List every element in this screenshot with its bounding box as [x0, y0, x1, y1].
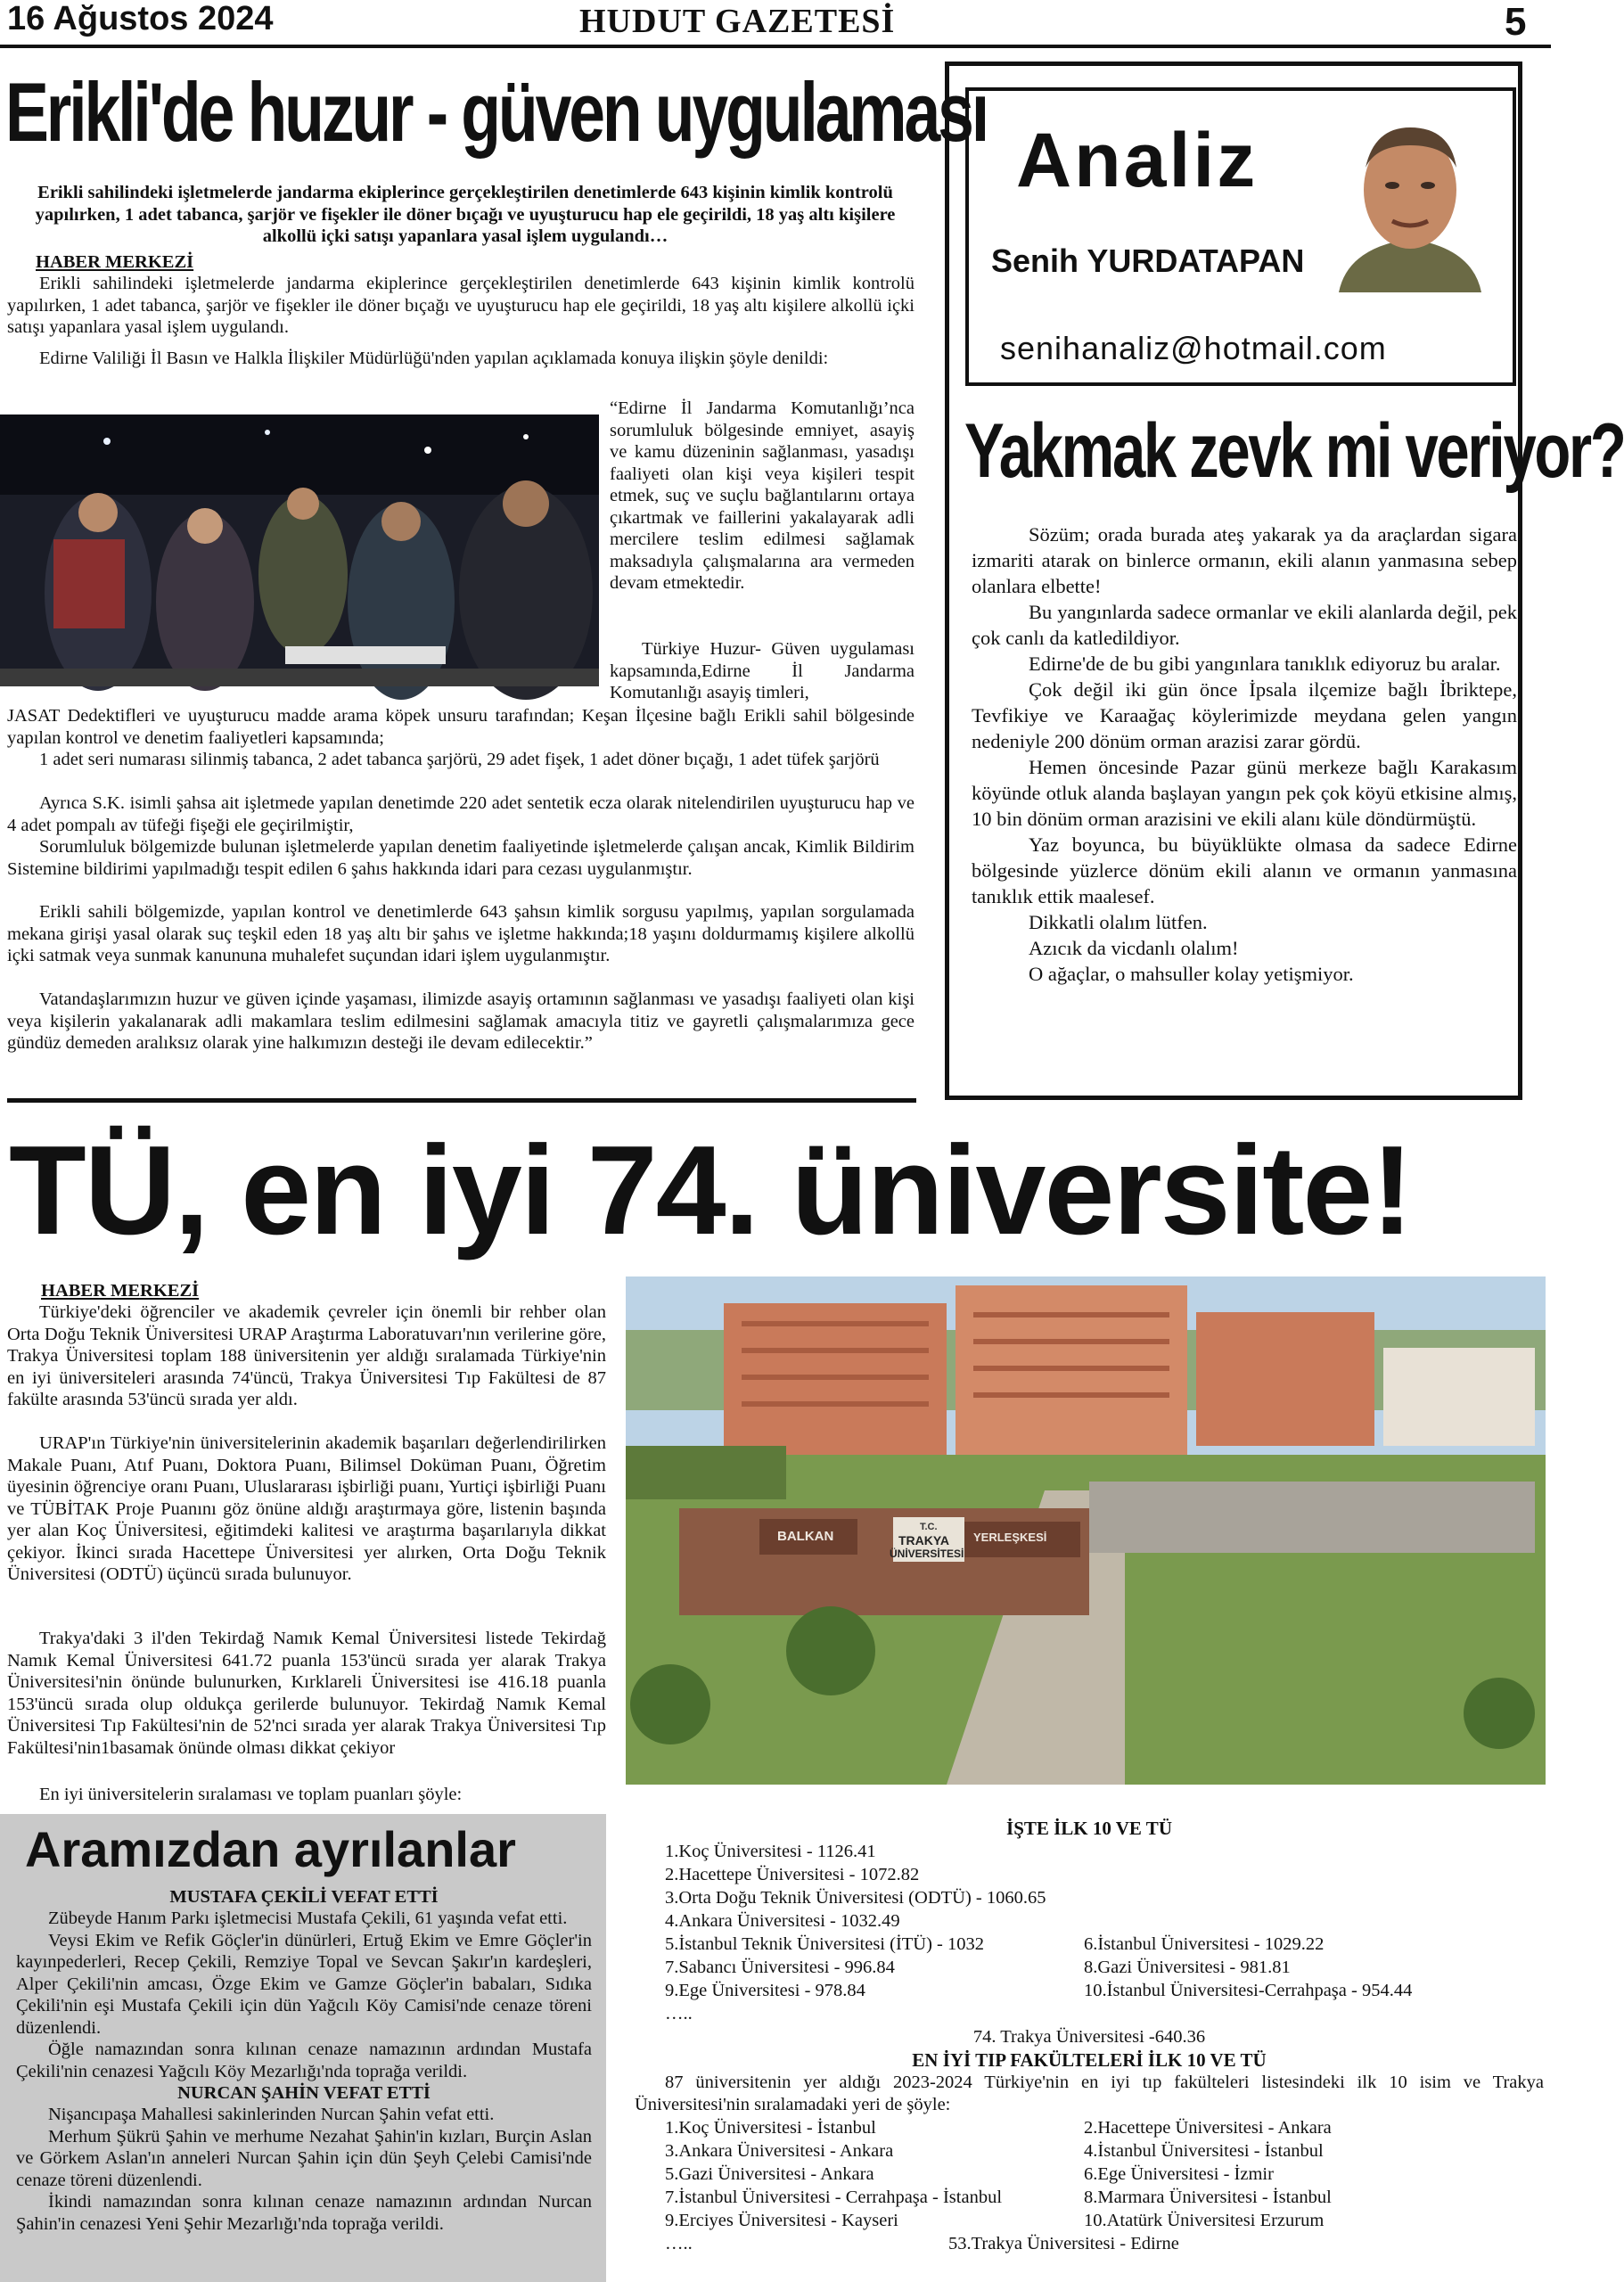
- author-photo: [1321, 105, 1499, 292]
- column-para: Edirne'de de bu gibi yangınlara tanıklık ediyoruz bu aralar.: [1029, 653, 1501, 675]
- ranking-row-pair: [665, 1956, 1544, 1979]
- med-row: 1.Koç Üniversitesi - İstanbul: [665, 2118, 876, 2138]
- ranking-row-pair: [665, 1979, 1544, 2002]
- med-row: 3.Ankara Üniversitesi - Ankara: [665, 2141, 894, 2161]
- column-para: Yaz boyunca, bu büyüklükte olmasa da sadece Edirne bölgesinde yüzlerce dönüm ekili alanın ve ormanın yanmasına tanıklık ettik maalesef.: [972, 833, 1517, 907]
- ranking-row: 9.Ege Üniversitesi - 978.84: [665, 1981, 865, 2000]
- article2-para: URAP'ın Türkiye'nin üniversitelerinin akademik başarıları değerlendirilirken Makale Puanı, Atıf Puanı, Doktora Puanı, Bilimsel Doküman Puanı, Öğretim üyesinin öğrenciye oranı Puanı, Uluslararası işbirliği puanı, Yurtiçi işbirliği Puanı ve TÜBİTAK Proje Puanını göz önüne aldığı araştırmaya göre, listenin başında yer alan Koç Üniversitesi, eğitimdeki kalitesi ve araştırma başarılarıyla dikkat çekiyor. İkinci sırada Hacettepe Üniversitesi yer alırken, Orta Doğu Teknik Üniversitesi (ODTÜ) üçüncü sırada bulunuyor.: [7, 1433, 606, 1584]
- article1-para: Sorumluluk bölgemizde bulunan işletmelerde yapılan denetim faaliyetinde işletmelerde çalışan ancak, Kimlik Bildirim Sistemine bildirimi yapılmadığı tespit edilen 6 şahıs hakkında idari para cezası uygulanmıştır.: [7, 837, 915, 879]
- article1-para: 1 adet seri numarası silinmiş tabanca, 2 adet tabanca şarjörü, 29 adet fişek, 1 adet döner bıçağı, 1 adet tüfek şarjörü: [39, 750, 880, 769]
- med-row: 2.Hacettepe Üniversitesi - Ankara: [1084, 2118, 1332, 2138]
- article1-lead: Erikli sahilindeki işletmelerde jandarma ekiplerince gerçekleştirilen denetimlerde 643 kişinin kimlik kontrolü yapılırken, 1 adet tabanca, şarjör ve fişekler ile döner bıçağı ve uyuşturucu hap ele geçirildi, 18 yaş altı kişilere alkollü içki satışı yapanlara yasal işlem uygulandı…: [35, 183, 896, 246]
- med-rankings-intro: 87 üniversitenin yer aldığı 2023-2024 Türkiye'nin en iyi tıp fakülteleri listesindeki ilk 10 isim ve Trakya Üniversitesi'nin sıralamadaki yeri de şöyle:: [635, 2073, 1544, 2114]
- sign-balkan: BALKAN: [777, 1529, 834, 1544]
- ranking-trakya: 74. Trakya Üniversitesi -640.36: [972, 2027, 1206, 2047]
- ranking-row: 2.Hacettepe Üniversitesi - 1072.82: [665, 1865, 920, 1884]
- ranking-row: 7.Sabancı Üniversitesi - 996.84: [665, 1958, 895, 1977]
- jandarma-photo-graphic: [0, 415, 599, 686]
- page-number: 5: [1505, 0, 1527, 44]
- article1-para: Vatandaşlarımızın huzur ve güven içinde yaşaması, ilimizde asayiş ortamının sağlanması ve yasadışı faaliyeti olan kişi veya kişilerin yakalanarak adli makamlara teslim edilmesini sağlamak amacıyla titiz ve gayretli çalışmalarımıza gece gündüz demeden aralıksız olarak yine halkımızın desteği ile devam edilecektir.”: [7, 989, 915, 1053]
- article1-byline: HABER MERKEZİ: [36, 252, 194, 272]
- med-row: 6.Ege Üniversitesi - İzmir: [1084, 2164, 1274, 2184]
- author-portrait-graphic: [1321, 105, 1499, 292]
- header-rule: [0, 45, 1551, 48]
- column-title: Analiz: [1016, 118, 1259, 203]
- med-row-pair: [665, 2209, 1544, 2232]
- med-row: 5.Gazi Üniversitesi - Ankara: [665, 2164, 874, 2184]
- med-row-pair: [665, 2163, 1544, 2186]
- med-trakya: 53.Trakya Üniversitesi - Edirne: [948, 2234, 1179, 2253]
- ranking-row: 1.Koç Üniversitesi - 1126.41: [665, 1842, 876, 1861]
- issue-date: 16 Ağustos 2024: [7, 0, 274, 37]
- med-row: 10.Atatürk Üniversitesi Erzurum: [1084, 2211, 1325, 2230]
- obituary-heading: MUSTAFA ÇEKİLİ VEFAT ETTİ: [169, 1887, 439, 1907]
- obituary-para: Veysi Ekim ve Refik Göçler'in dünürleri, Ertuğ Ekim ve Emre Göçler'in kayınpederleri, Recep Çekili, Remziye Topal ve Sevcan Şakır'ın kardeşleri, Alper Çekili'nin amcası, Özge Ekim ve Gamze Göçler'in babaları, Sıdıka Çekili'nin eşi Mustafa Çekili için dün Yağcılı Köy Camisi'nde cenaze töreni düzenlendi.: [16, 1930, 592, 2038]
- med-rankings-title: EN İYİ TIP FAKÜLTELERİ İLK 10 VE TÜ: [912, 2049, 1267, 2071]
- article2-para: Türkiye'deki öğrenciler ve akademik çevreler için önemli bir rehber olan Orta Doğu Teknik Üniversitesi URAP Araştırma Laboratuvarı'nın verilerine göre, Trakya Üniversitesi toplam 188 üniversitenin yer aldığı sıralamada Türkiye'nin en iyi üniversiteleri arasında 74'üncü, Trakya Üniversitesi Tıp Fakültesi de 87 fakülte arasında 53'üncü sırada yer aldı.: [7, 1302, 606, 1409]
- med-row: 9.Erciyes Üniversitesi - Kayseri: [665, 2211, 898, 2230]
- obituary-para: Nişancıpaşa Mahallesi sakinlerinden Nurcan Şahin vefat etti.: [48, 2105, 495, 2124]
- column-closing: O ağaçlar, o mahsuller kolay yetişmiyor.: [1029, 963, 1354, 985]
- med-row-pair: [665, 2116, 1544, 2139]
- article2-headline: TÜ, en iyi 74. üniversite!: [9, 1120, 1412, 1261]
- column-para: Bu yangınlarda sadece ormanlar ve ekili alanlarda değil, pek çok canlı da katledildiyor.: [972, 601, 1517, 649]
- article1-para: Ayrıca S.K. isimli şahsa ait işletmede yapılan denetimde 220 adet sentetik ecza olarak nitelendirilen uyuşturucu hap ve 4 adet pompalı av tüfeği fişeği ele geçirilmiştir,: [7, 793, 915, 835]
- obituary-para: Zübeyde Hanım Parkı işletmecisi Mustafa Çekili, 61 yaşında vefat etti.: [48, 1909, 568, 1928]
- ranking-row: 10.İstanbul Üniversitesi-Cerrahpaşa - 954.44: [1084, 1981, 1413, 2000]
- university-photo-graphic: [626, 1276, 1546, 1785]
- article1-para: Türkiye Huzur- Güven uygulaması kapsamında,Edirne İl Jandarma Komutanlığı asayiş timleri,: [610, 639, 915, 702]
- article2-byline: HABER MERKEZİ: [41, 1281, 200, 1301]
- ranking-row: 6.İstanbul Üniversitesi - 1029.22: [1084, 1934, 1325, 1954]
- column-para: Hemen öncesinde Pazar günü merkeze bağlı Karakasım köyünde otluk alanda başlayan yangın pek çok köyü etkisine almış, 10 bin dönüm orman arazisini ve ekili alanı küle döndürmüştü.: [972, 756, 1517, 830]
- rankings-title: İŞTE İLK 10 VE TÜ: [1006, 1818, 1172, 1839]
- rankings-list: [635, 1840, 1544, 2025]
- ranking-row-pair: [665, 1933, 1544, 1956]
- jandarma-photo: [0, 415, 599, 686]
- article1-bottom-rule: [7, 1098, 916, 1103]
- med-row: 4.İstanbul Üniversitesi - İstanbul: [1084, 2141, 1324, 2161]
- obituary-para: Merhum Şükrü Şahin ve merhume Nezahat Şahin'in kızları, Burçin Aslan ve Görkem Aslan'ın anneleri Nurcan Şahin için dün Şeyh Çelebi Camisi'nde cenaze töreni düzenlendi.: [16, 2126, 592, 2190]
- ranking-row: 4.Ankara Üniversitesi - 1032.49: [665, 1911, 900, 1931]
- med-row: 7.İstanbul Üniversitesi - Cerrahpaşa - İstanbul: [665, 2188, 1003, 2207]
- article2-para: En iyi üniversitelerin sıralaması ve toplam puanları şöyle:: [39, 1785, 463, 1804]
- column-closing: Azıcık da vicdanlı olalım!: [1029, 937, 1239, 959]
- article2-para: Trakya'daki 3 il'den Tekirdağ Namık Kemal Üniversitesi listede Tekirdağ Namık Kemal Üniversitesi 641.72 puanla 153'üncü sırada yer alarak Trakya Üniversitesi'nin önünde bulunurken, Kırklareli Üniversitesi ise 416.18 puanla 153'üncü sırada olup oldukça gerilerde bulunuyor. Tekirdağ Namık Kemal Üniversitesi Tıp Fakültesi'nin de 52'nci sırada yer alarak Trakya Üniversitesi Tıp Fakültesi'nin1basamak önünde olması dikkat çekiyor: [7, 1629, 606, 1758]
- obituaries-title: Aramızdan ayrılanlar: [25, 1821, 516, 1877]
- rankings-block: [635, 1817, 1544, 2255]
- ranking-ellipsis: …..: [665, 2004, 693, 2023]
- ranking-row: 8.Gazi Üniversitesi - 981.81: [1084, 1958, 1291, 1977]
- obituary-para: İkindi namazından sonra kılınan cenaze namazının ardından Nurcan Şahin'in cenazesi Yeni Şehir Mezarlığı'nda toprağa verildi.: [16, 2192, 592, 2234]
- sign-trakya: TRAKYA: [898, 1533, 950, 1547]
- med-ellipsis: …..: [665, 2234, 693, 2253]
- article1-para: Erikli sahilindeki işletmelerde jandarma ekiplerince gerçekleştirilen denetimlerde 643 kişinin kimlik kontrolü yapılırken, 1 adet tabanca, şarjör ve fişekler ile döner bıçağı ve uyuşturucu hap ele geçirildi, 18 yaş altı kişilere alkollü içki satışı yapanlara yasal işlem uygulandı.: [7, 274, 915, 337]
- med-row-pair: [665, 2232, 1544, 2255]
- sign-universitesi: ÜNİVERSİTESİ: [890, 1547, 964, 1560]
- article1-para: JASAT Dedektifleri ve uyuşturucu madde arama köpek unsuru tarafından; Keşan İlçesine bağlı Erikli sahil bölgesinde yapılan kontrol ve denetim faaliyetleri kapsamında;: [7, 706, 915, 748]
- newspaper-name: HUDUT GAZETESİ: [579, 3, 896, 40]
- column-headline: Yakmak zevk mi veriyor?: [964, 408, 1624, 494]
- column-para: Çok değil iki gün önce İpsala ilçemize bağlı İbriktepe, Tevfikiye ve Karaağaç köylerimizde meydana gelen yangın nedeniyle 200 dönüm orman arazisi zarar gördü.: [972, 678, 1517, 752]
- sign-yerleskesi: YERLEŞKESİ: [973, 1531, 1047, 1544]
- article1-headline: Erikli'de huzur - güven uygulaması: [5, 65, 988, 159]
- article1-para: Erikli sahili bölgemizde, yapılan kontrol ve denetimlerde 643 şahsın kimlik sorgusu yapılmış, yapılan sorgulamada mekana girişi yasal olarak suç teşkil eden 18 yaş altı bir şahıs ve işletme hakkında;18 yaşını doldurmamış kişilere alkollü içki satmak veya sunmak kanununa muhalefet suçundan idari işlem uygulanmıştır.: [7, 902, 915, 965]
- obituary-para: Öğle namazından sonra kılınan cenaze namazının ardından Mustafa Çekili'nin cenazesi Yağcılı Köy Mezarlığı'nda toprağa verildi.: [16, 2040, 592, 2081]
- ranking-row: 3.Orta Doğu Teknik Üniversitesi (ODTÜ) - 1060.65: [665, 1888, 1046, 1908]
- column-email[interactable]: senihanaliz@hotmail.com: [1000, 330, 1387, 366]
- med-row-pair: [665, 2139, 1544, 2163]
- column-para: Sözüm; orada burada ateş yakarak ya da araçlardan sigara izmariti atarak on binlerce ormanın, ekili alanın yanmasına sebep olanlara elbette!: [972, 523, 1517, 597]
- article1-para: Edirne Valiliği İl Basın ve Halkla İlişkiler Müdürlüğü'nden yapılan açıklamada konuya ilişkin şöyle denildi:: [39, 349, 829, 368]
- med-row-pair: [665, 2186, 1544, 2209]
- obituary-heading: NURCAN ŞAHİN VEFAT ETTİ: [177, 2083, 431, 2103]
- column-author: Senih YURDATAPAN: [991, 242, 1305, 279]
- med-rankings-list: [635, 2116, 1544, 2255]
- sign-tc: T.C.: [920, 1522, 938, 1532]
- med-row: 8.Marmara Üniversitesi - İstanbul: [1084, 2188, 1332, 2207]
- article1-para: “Edirne İl Jandarma Komutanlığı’nca sorumluluk bölgesinde emniyet, asayiş ve kamu düzeninin sağlanması, yasadışı faaliyeti olan kişi veya kişileri tespit etmek, suç ve suçlu bağlantılarını ortaya çıkartmak ve faillerini yakalayarak adli mercilere teslim edilmesi sağlamak maksadıyla çalışmalarına ara vermeden devam etmektedir.: [610, 398, 915, 593]
- column-closing: Dikkatli olalım lütfen.: [1029, 911, 1208, 933]
- column-body: [972, 521, 1517, 987]
- university-photo: [626, 1276, 1546, 1785]
- ranking-row: 5.İstanbul Teknik Üniversitesi (İTÜ) - 1032: [665, 1934, 985, 1954]
- obituaries-body: [16, 1886, 592, 2235]
